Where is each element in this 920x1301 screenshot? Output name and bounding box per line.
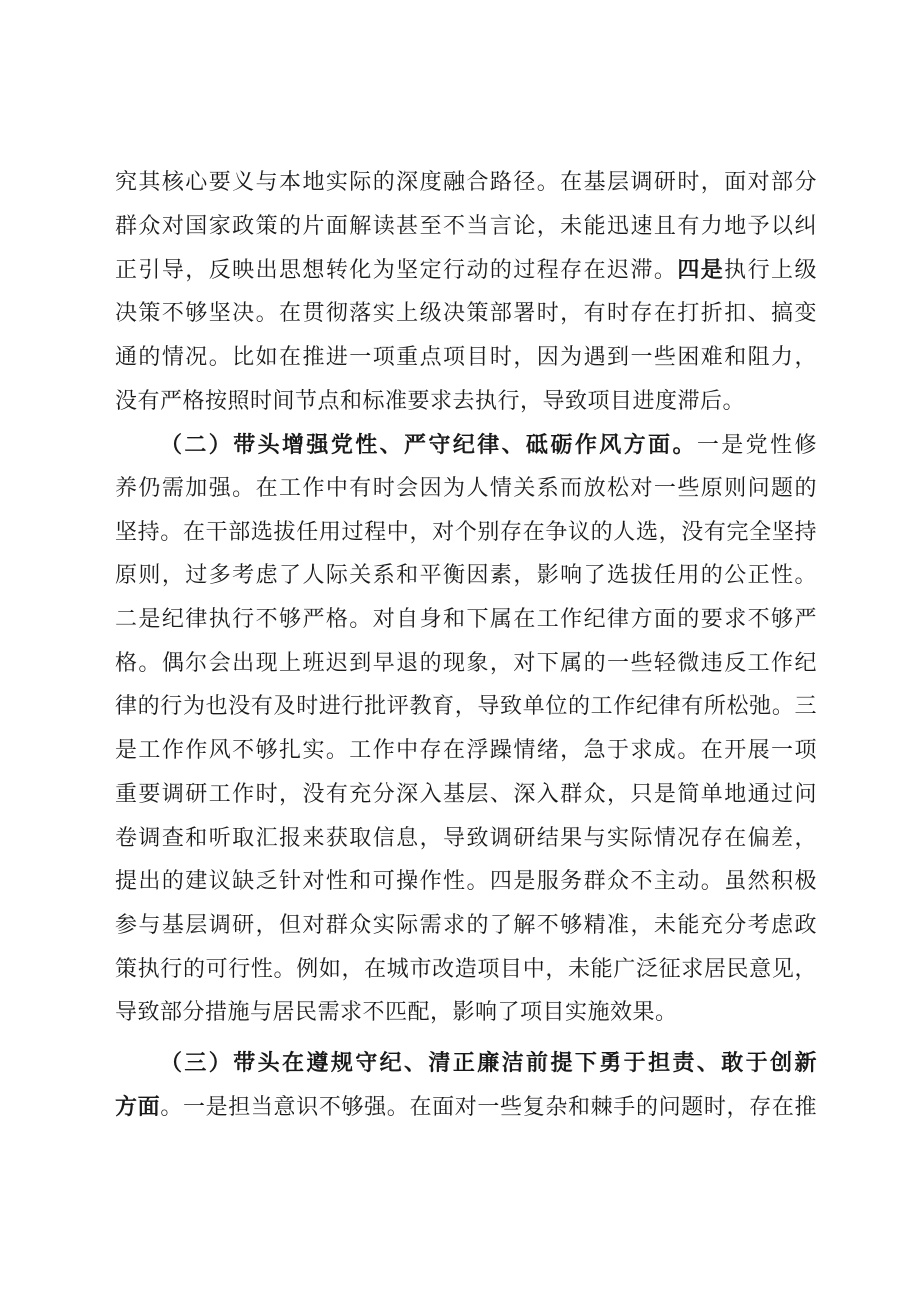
paragraph-2-line-6: 格。偶尔会出现上班迟到早退的现象，对下属的一些轻微违反工作纪 — [115, 650, 817, 676]
paragraph-2-line-5: 二是纪律执行不够严格。对自身和下属在工作纪律方面的要求不够严 — [115, 607, 817, 632]
paragraph-2-line-14: 导致部分措施与居民需求不匹配，影响了项目实施效果。 — [115, 1000, 678, 1026]
paragraph-3-line-1 — [160, 1048, 817, 1078]
paragraph-2-line-2: 养仍需加强。在工作中有时会因为人情关系而放松对一些原则问题的 — [115, 475, 817, 501]
paragraph-2-line-12: 参与基层调研，但对群众实际需求的了解不够精准，未能充分考虑政 — [115, 912, 817, 938]
section-three-heading-continued: 方面 — [115, 1093, 161, 1120]
paragraph-1-text: 执行上级 — [724, 258, 817, 284]
paragraph-2-line-7: 律的行为也没有及时进行批评教育，导致单位的工作纪律有所松弛。三 — [115, 694, 817, 720]
paragraph-2-line-13: 策执行的可行性。例如，在城市改造项目中，未能广泛征求居民意见， — [115, 956, 817, 982]
section-three-heading: （三）带头在遵规守纪、清正廉洁前提下勇于担责、敢于创新 — [160, 1050, 817, 1076]
paragraph-3-line-2 — [115, 1092, 817, 1122]
paragraph-1-line-5: 通的情况。比如在推进一项重点项目时，因为遇到一些困难和阻力， — [115, 344, 817, 370]
paragraph-2-text: 一是党性修 — [696, 433, 817, 459]
paragraph-1-text: 正引导，反映出思想转化为坚定行动的过程存在迟滞。 — [115, 258, 678, 284]
paragraph-2-line-3: 坚持。在干部选拔任用过程中，对个别存在争议的人选，没有完全坚持 — [115, 519, 817, 545]
paragraph-2-line-8: 是工作作风不够扎实。工作中存在浮躁情绪，急于求成。在开展一项 — [115, 738, 817, 764]
paragraph-1-line-3 — [115, 255, 817, 285]
paragraph-2-line-9: 重要调研工作时，没有充分深入基层、深入群众，只是简单地通过问 — [115, 781, 817, 807]
point-four-label: 四是 — [677, 257, 725, 284]
section-two-heading: （二）带头增强党性、严守纪律、砥砺作风方面。 — [160, 432, 697, 459]
paragraph-2-line-11: 提出的建议缺乏针对性和可操作性。四是服务群众不主动。虽然积极 — [115, 869, 817, 895]
paragraph-2-line-10: 卷调查和听取汇报来获取信息，导致调研结果与实际情况存在偏差， — [115, 825, 817, 851]
paragraph-3-text: 。一是担当意识不够强。在面对一些复杂和棘手的问题时，存在推 — [160, 1094, 817, 1120]
paragraph-1-line-1: 究其核心要义与本地实际的深度融合路径。在基层调研时，面对部分 — [115, 170, 817, 195]
paragraph-2-line-1 — [160, 430, 817, 460]
paragraph-1-line-4: 决策不够坚决。在贯彻落实上级决策部署时，有时存在打折扣、搞变 — [115, 301, 817, 327]
paragraph-2-line-4: 原则，过多考虑了人际关系和平衡因素，影响了选拔任用的公正性。 — [115, 563, 817, 589]
paragraph-1-line-6: 没有严格按照时间节点和标准要求去执行，导致项目进度滞后。 — [115, 388, 746, 414]
paragraph-1-line-2: 群众对国家政策的片面解读甚至不当言论，未能迅速且有力地予以纠 — [115, 213, 817, 239]
